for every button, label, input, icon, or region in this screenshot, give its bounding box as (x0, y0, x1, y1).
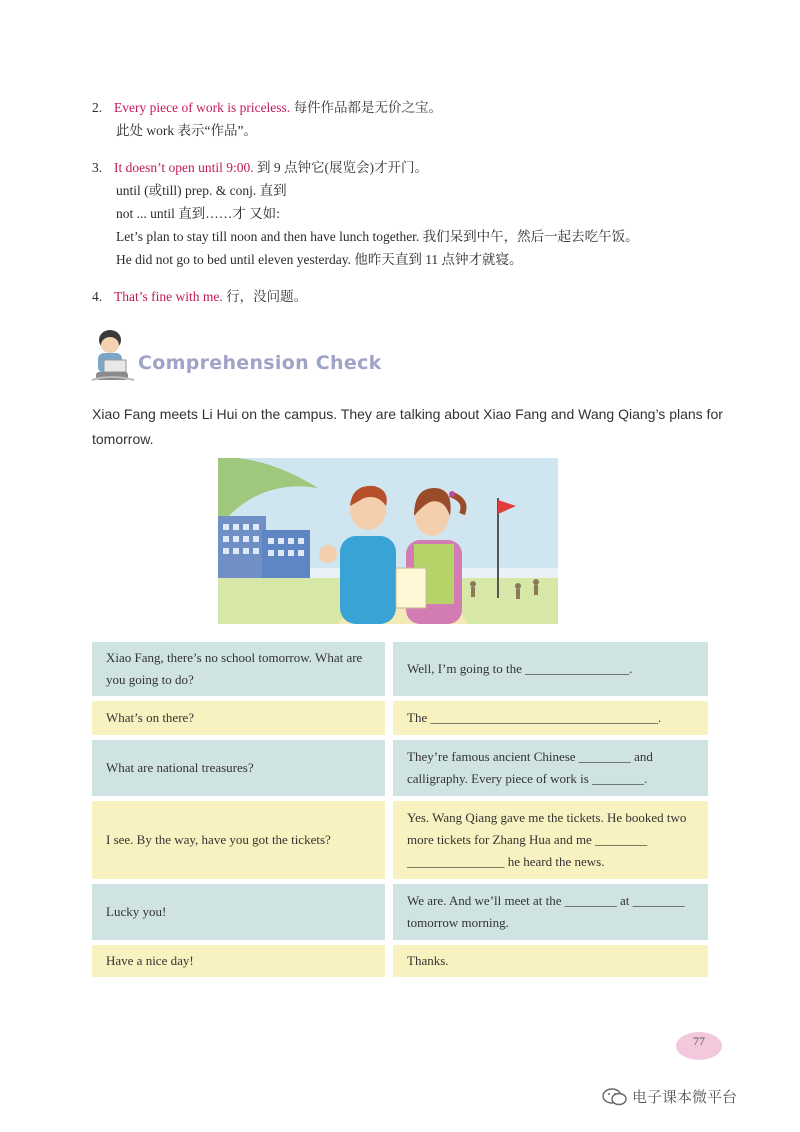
watermark (602, 1086, 737, 1107)
dialogue-question: Have a nice day! (92, 945, 385, 977)
dialogue-table (92, 642, 708, 982)
dialogue-answer: We are. And we’ll meet at the ________ at ________ tomorrow morning. (393, 884, 708, 940)
dialogue-question: What’s on there? (92, 701, 385, 735)
dialogue-answer: Yes. Wang Qiang gave me the tickets. He booked two more tickets for Zhang Hua and me ________ _______________ he heard the news. (393, 801, 708, 879)
watermark-text: 电子课本微平台 (632, 1088, 738, 1106)
note-item: 3. It doesn’t open until 9:00. 到 9 点钟它(展览会)才开门。 until (或till) prep. & conj. 直到 not ... until 直到……才 又如: Let’s plan to stay till noon and then have lunch together. 我们呆到中午，然后一起去吃午饭。 He did not go to bed until eleven yesterday. 他昨天直到 11 点钟才就寝。 (92, 160, 639, 267)
reading-boy-icon (90, 326, 138, 386)
page-number: 77 (676, 1032, 722, 1060)
wechat-icon (602, 1087, 628, 1107)
intro-paragraph: Xiao Fang meets Li Hui on the campus. They are talking about Xiao Fang and Wang Qiang’s plans for tomorrow. (92, 406, 723, 447)
table-row (92, 884, 708, 940)
dialogue-question: Xiao Fang, there’s no school tomorrow. What are you going to do? (92, 642, 385, 696)
table-row (92, 701, 708, 735)
note-item: 2. Every piece of work is priceless. 每件作品都是无价之宝。 此处 work 表示“作品”。 (92, 100, 443, 138)
dialogue-answer: The ___________________________________. (393, 701, 708, 735)
table-row (92, 945, 708, 977)
section-header (90, 326, 450, 386)
section-title: Comprehension Check (138, 352, 382, 374)
dialogue-question: I see. By the way, have you got the tickets? (92, 801, 385, 879)
dialogue-answer: They’re famous ancient Chinese ________ and calligraphy. Every piece of work is ________. (393, 740, 708, 796)
dialogue-question: Lucky you! (92, 884, 385, 940)
table-row (92, 642, 708, 696)
grammar-notes (92, 96, 732, 322)
note-item: 4. That’s fine with me. 行，没问题。 (92, 289, 308, 304)
dialogue-question: What are national treasures? (92, 740, 385, 796)
dialogue-answer: Thanks. (393, 945, 708, 977)
campus-illustration (218, 458, 558, 624)
dialogue-answer: Well, I’m going to the ________________. (393, 642, 708, 696)
table-row (92, 801, 708, 879)
table-row (92, 740, 708, 796)
